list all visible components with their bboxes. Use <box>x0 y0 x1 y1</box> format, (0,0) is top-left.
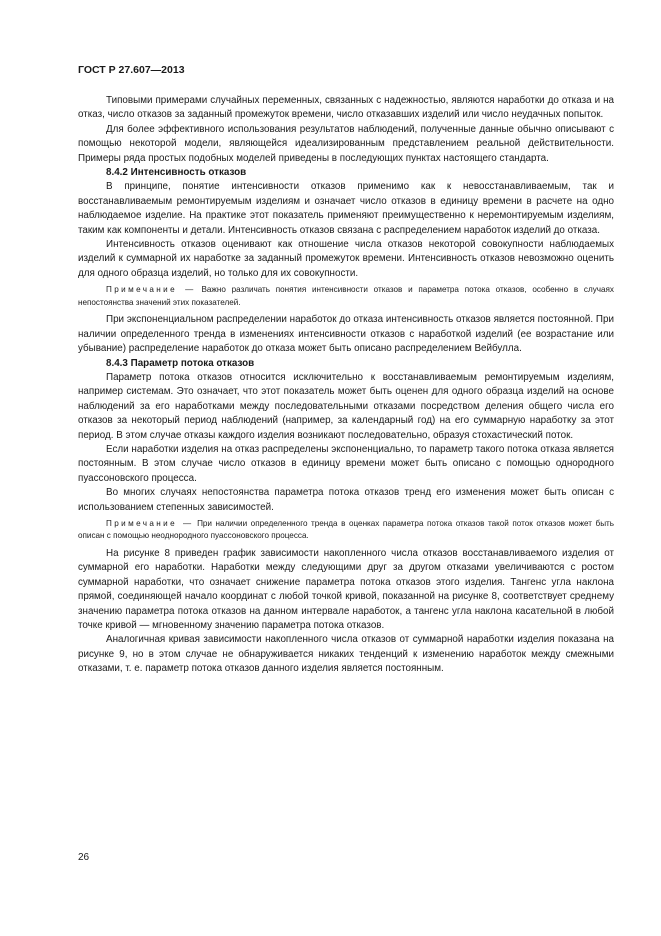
paragraph: На рисунке 8 приведен график зависимости накопленного числа отказов восстанавливаемого изделия от суммарной его наработки. Наработки между следующими друг за другом отказами увеличиваются с ростом суммарной наработки, что означает снижение параметра потока отказов этого изделия. Тангенс угла наклона прямой, соединяющей начало координат с любой точкой кривой, показанной на рисунке 8, соответствует среднему значению параметра потока отказов на данном интервале наработок, а тангенс угла наклона касательной в любой точке кривой — мгновенному значению параметра потока отказов. <box>78 547 614 631</box>
document-header: ГОСТ Р 27.607—2013 <box>78 64 185 76</box>
note <box>78 518 614 543</box>
section-heading-8-4-3: 8.4.3 Параметр потока отказов <box>106 357 255 369</box>
paragraph: Интенсивность отказов оценивают как отношение числа отказов некоторой совокупности наблюдаемых изделий к суммарной их наработке за заданный промежуток времени. Интенсивность отказов невозможно оценить для одного образца изделий, но только для их совокупности. <box>78 239 614 279</box>
note-label: Примечание — <box>106 285 196 295</box>
paragraph: Если наработки изделия на отказ распределены экспоненциально, то параметр такого потока отказа является постоянным. В этом случае число отказов в единицу времени может быть описано с помощью однородного пуассоновского процесса. <box>78 443 614 484</box>
note-text: Важно различать понятия интенсивности отказов и параметра потока отказов, особенно в случаях непостоянства значений этих показателей. <box>78 285 614 307</box>
note-text: При наличии определенного тренда в оценках параметра потока отказов такой поток отказов может быть описан с помощью неоднородного пуассоновского процесса. <box>78 518 615 541</box>
paragraph: Параметр потока отказов относится исключительно к восстанавливаемым ремонтируемым изделиям, например системам. Это означает, что этот показатель может быть оценен для одного образца изделий на основе наблюдений за его наработками между последовательными отказами посредством деления общего числа его отказов за некоторый период наблюдений (например, за календарный год) на его суммарную наработку за этот период. В этом случае отказы каждого изделия возникают последовательно, образуя стохастический поток. <box>78 371 614 441</box>
document-body <box>78 94 614 677</box>
paragraph: Во многих случаях непостоянства параметра потока отказов тренд его изменения может быть описан с использованием степенных зависимостей. <box>78 487 614 513</box>
note-label: Примечание — <box>106 518 194 528</box>
note <box>78 284 614 309</box>
paragraph: Аналогичная кривая зависимости накопленного числа отказов от суммарной наработки изделия показана на рисунке 9, но в этом случае не обнаруживается никаких тенденций к изменению наработок между смежными отказами, т. е. параметр потока отказов данного изделия является постоянным. <box>78 634 614 675</box>
page-number: 26 <box>78 852 90 863</box>
paragraph: Типовыми примерами случайных переменных, связанных с надежностью, являются наработки до отказа и на отказ, число отказов за заданный промежуток времени, число отказавших изделий или число неудачных попыток. <box>78 95 614 121</box>
paragraph: Для более эффективного использования результатов наблюдений, полученные данные обычно описывают с помощью некоторой модели, являющейся идеализированным представлением реальной действительности. Примеры ряда простых подобных моделей приведены в последующих пунктах настоящего стандарта. <box>78 123 614 164</box>
paragraph: При экспоненциальном распределении наработок до отказа интенсивность отказов является постоянной. При наличии определенного тренда в изменениях интенсивности отказов с наработкой изделий (ее возрастание или убывание) распределение наработок до отказа может быть описано распределением Вейбулла. <box>78 314 614 355</box>
paragraph: В принципе, понятие интенсивности отказов применимо как к невосстанавливаемым, так и восстанавливаемым ремонтируемым изделиям и означает число отказов в единицу времени в расчете на одно наблюдаемое изделие. На практике этот показатель применяют преимущественно к неремонтируемым изделиям, таким как компоненты и детали. Интенсивность отказов связана с распределением наработок изделий до отказа. <box>78 181 614 236</box>
section-heading-8-4-2: 8.4.2 Интенсивность отказов <box>106 167 247 179</box>
